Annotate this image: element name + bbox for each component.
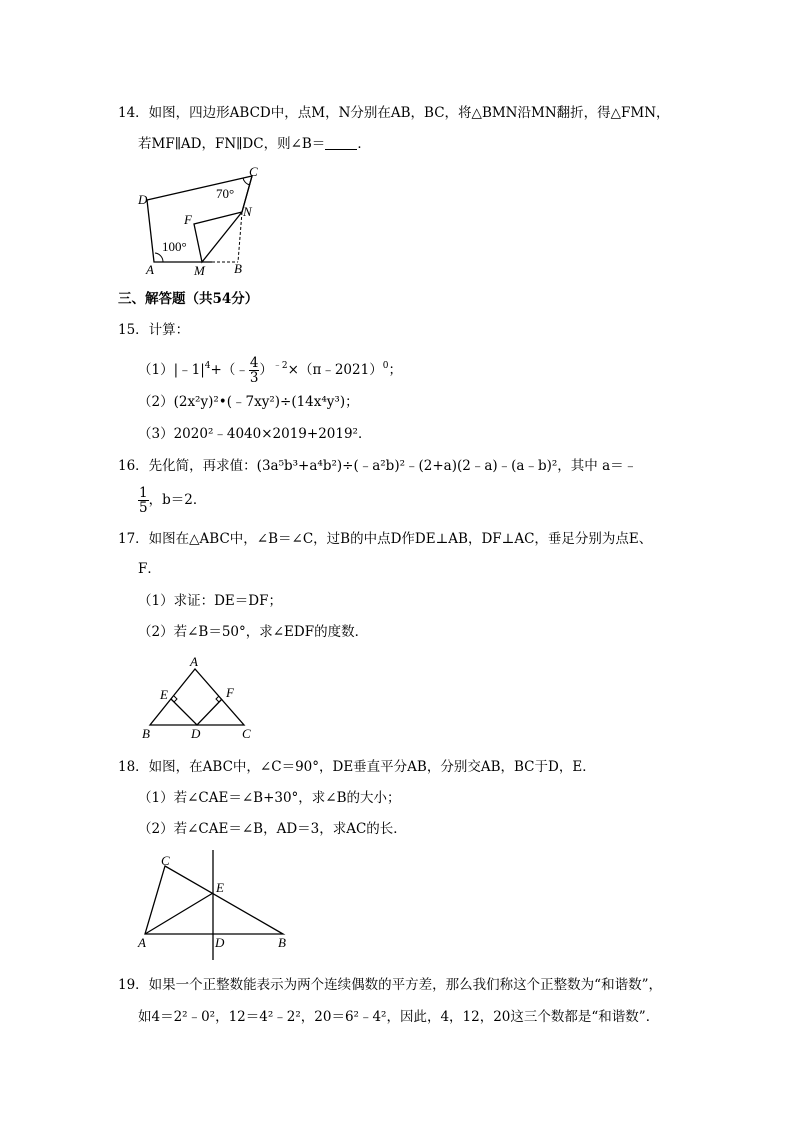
right-angle-f	[216, 696, 219, 702]
section-heading: 三、解答题（共54分）	[118, 291, 259, 307]
q17-line1: 17．如图在△ABC中，∠B＝∠C，过B的中点D作DE⊥AB，DF⊥AC，垂足分别为点E、	[118, 531, 653, 547]
q18-part2: （2）若∠CAE＝∠B，AD＝3，求AC的长．	[138, 821, 407, 837]
angle-arc-a	[155, 253, 163, 262]
q17-figure	[140, 655, 260, 745]
q15-p1-b: +（﹣	[210, 362, 249, 378]
q15-p1-a: （1）|﹣1|	[138, 362, 205, 378]
label-m: M	[194, 263, 205, 278]
segment-nb-dashed	[238, 212, 242, 262]
angle-label-70: 70°	[216, 186, 235, 201]
q15-part3: （3）2020²﹣4040×2019+2019²．	[138, 426, 372, 442]
label-f: F	[184, 212, 192, 227]
label-b: B	[278, 935, 286, 950]
label-e: E	[160, 687, 168, 702]
label-a: A	[190, 654, 198, 669]
label-c: C	[249, 164, 258, 179]
fraction-4-3	[249, 356, 260, 385]
q18-line1: 18．如图，在ABC中，∠C＝90°，DE垂直平分AB，分别交AB，BC于D，E．	[118, 759, 596, 775]
answer-blank	[325, 137, 357, 150]
q15-p1-c-sup: ﹣2	[272, 361, 288, 371]
frac-num: 4	[249, 355, 259, 371]
q17-line2: F．	[138, 561, 161, 577]
label-n: N	[243, 204, 252, 219]
segment-ed-df	[171, 699, 222, 725]
q15-p1-e: ；	[388, 362, 402, 378]
q19-line1: 19．如果一个正整数能表示为两个连续偶数的平方差，那么我们称这个正整数为“和谐数”，	[118, 977, 662, 993]
label-c: C	[161, 853, 170, 868]
q18-figure	[135, 848, 295, 958]
label-b: B	[142, 726, 150, 741]
angle-arc-c	[243, 178, 250, 185]
frac-den: 3	[249, 370, 259, 386]
q15-p1-d: ×（π﹣2021）	[287, 362, 383, 378]
q15-part2: （2）(2x²y)²•(﹣7xy²)÷(14x⁴y³)；	[138, 394, 359, 410]
q16-line2-text: ，b＝2．	[148, 492, 207, 508]
q14-line2-text: 若MF∥AD，FN∥DC，则∠B＝	[138, 136, 326, 152]
frac-den: 5	[139, 500, 148, 516]
q18-part1: （1）若∠CAE＝∠B+30°，求∠B的大小；	[138, 790, 401, 806]
label-c: C	[242, 726, 251, 741]
q14-line2	[138, 135, 371, 153]
label-f: F	[226, 685, 234, 700]
label-d: D	[191, 726, 201, 741]
angle-label-100: 100°	[162, 239, 187, 254]
frac-num: 1	[139, 485, 148, 501]
label-d: D	[215, 935, 225, 950]
q17-part2: （2）若∠B＝50°，求∠EDF的度数．	[138, 624, 369, 640]
triangle-fmn	[194, 212, 242, 262]
q14-line1: 14．如图，四边形ABCD中，点M，N分别在AB，BC，将△BMN沿MN翻折，得△FMN，	[118, 105, 670, 121]
fraction-1-5	[138, 486, 149, 515]
q15-p1-c: ）	[259, 362, 273, 378]
q15-p1-a-sup: 4	[204, 361, 211, 371]
q14-figure	[130, 160, 270, 280]
q19-line2: 如4＝2²﹣0²，12＝4²﹣2²，20＝6²﹣4²，因此，4，12，20这三个数都是“和谐数”．	[138, 1009, 660, 1025]
label-b: B	[234, 261, 242, 276]
label-d: D	[138, 192, 148, 207]
right-angle-e	[174, 696, 177, 702]
q16-line1: 16．先化简，再求值：(3a⁵b³+a⁴b²)÷(﹣a²b)²﹣(2+a)(2﹣a)﹣(a﹣b)²，其中 a＝﹣	[118, 458, 638, 474]
label-e: E	[216, 880, 224, 895]
q15-title: 15．计算：	[118, 322, 190, 338]
label-a: A	[138, 935, 146, 950]
label-a: A	[146, 262, 154, 277]
q14-line2-end: ．	[357, 136, 371, 152]
q17-part1: （1）求证：DE＝DF；	[138, 593, 282, 609]
q15-p1-d-sup: 0	[382, 361, 389, 371]
q15-part1	[138, 356, 402, 385]
triangle-abc	[145, 866, 283, 934]
q16-line2	[138, 486, 206, 515]
